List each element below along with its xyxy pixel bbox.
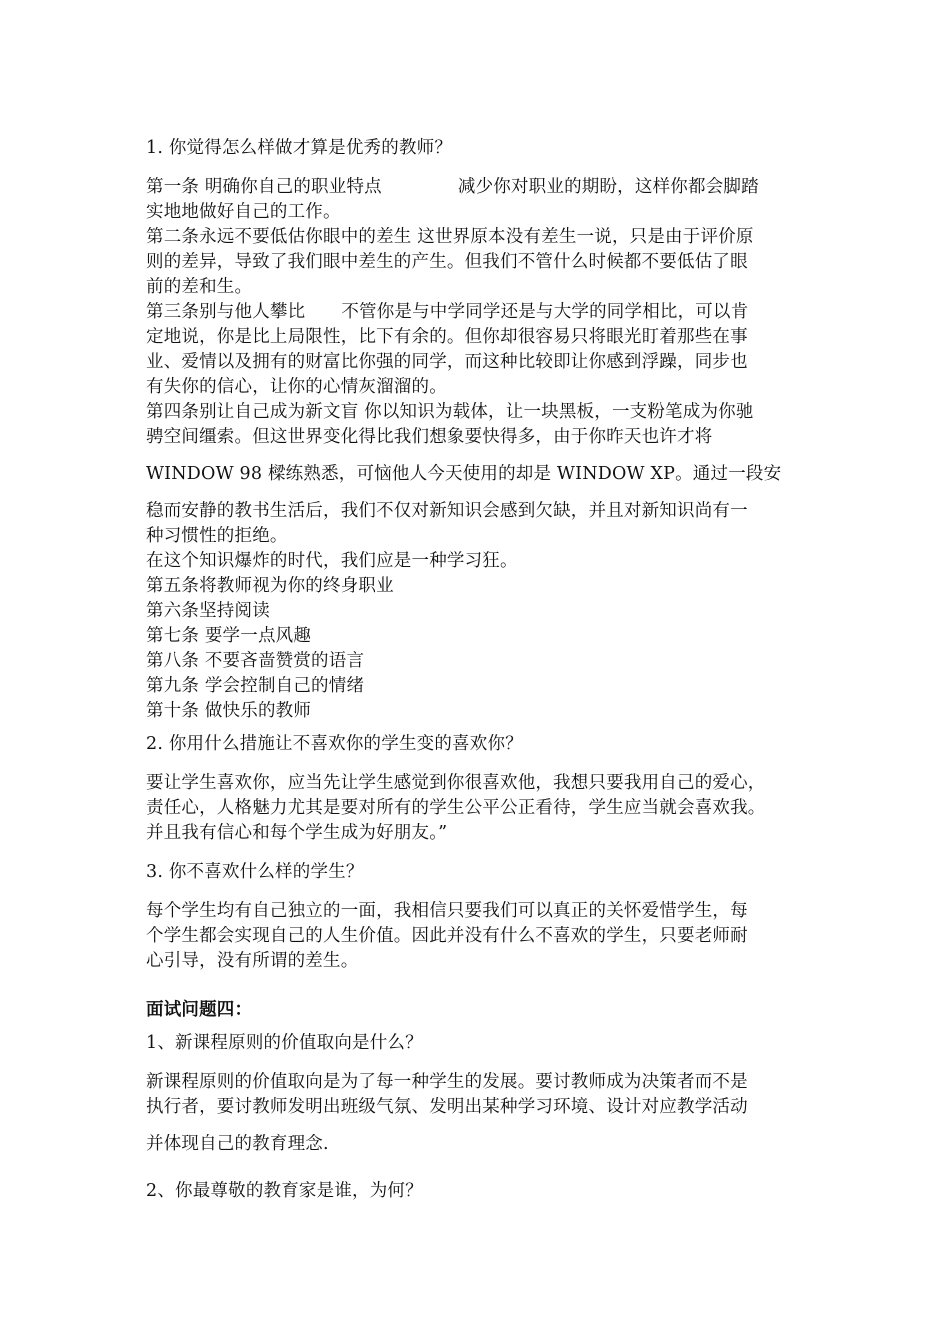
answer-1-line-3: 第二条永远不要低估你眼中的差生 这世界原本没有差生一说，只是由于评价原 <box>146 227 754 247</box>
section-4-heading: 面试问题四： <box>146 1000 253 1020</box>
rule-3-text: 不管你是与中学同学还是与大学的同学相比，可以肯 <box>341 302 749 322</box>
answer-1-line-19: 第八条 不要吝啬赞赏的语言 <box>146 651 365 671</box>
rule-3-title: 第三条别与他人攀比 <box>146 302 306 322</box>
answer-1-line-6 <box>146 300 826 325</box>
answer-1-line-4: 则的差异，导致了我们眼中差生的产生。但我们不管什么时候都不要低估了眼 <box>146 252 748 272</box>
answer-1-line-9: 有失你的信心，让你的心情灰溜溜的。 <box>146 377 447 397</box>
answer-2-line-1: 要让学生喜欢你，应当先让学生感觉到你很喜欢他，我想只要我用自己的爱心， <box>146 773 766 793</box>
answer-1-line-21: 第十条 做快乐的教师 <box>146 701 312 721</box>
answer-1 <box>146 175 826 724</box>
answer-3 <box>146 899 826 974</box>
answer-2-line-2: 责任心，人格魅力尤其是要对所有的学生公平公正看待，学生应当就会喜欢我。 <box>146 798 766 818</box>
answer-1-line-7: 定地说，你是比上局限性，比下有余的。但你却很容易只将眼光盯着那些在事 <box>146 327 748 347</box>
section-4-answer-1 <box>146 1070 826 1157</box>
answer-2 <box>146 771 826 846</box>
answer-1-line-2: 实地地做好自己的工作。 <box>146 202 341 222</box>
answer-1-line-17: 第六条坚持阅读 <box>146 601 270 621</box>
question-1: 1. 你觉得怎么样做才算是优秀的教师？ <box>146 138 453 158</box>
answer-1-line-16: 第五条将教师视为你的终身职业 <box>146 576 394 596</box>
question-2: 2. 你用什么措施让不喜欢你的学生变的喜欢你？ <box>146 734 523 754</box>
answer-1-line-5: 前的差和生。 <box>146 277 253 297</box>
answer-1-line-10: 第四条别让自己成为新文盲 你以知识为载体，让一块黑板，一支粉笔成为你驰 <box>146 402 754 422</box>
answer-3-line-1: 每个学生均有自己独立的一面，我相信只要我们可以真正的关怀爱惜学生，每 <box>146 901 748 921</box>
question-3: 3. 你不喜欢什么样的学生？ <box>146 862 364 882</box>
document-page <box>146 136 826 1204</box>
answer-1-line-18: 第七条 要学一点风趣 <box>146 626 312 646</box>
rule-1-text: 减少你对职业的期盼，这样你都会脚踏 <box>457 177 759 197</box>
answer-1-line-11: 骋空间缰索。但这世界变化得比我们想象要快得多，由于你昨天也许才将 <box>146 427 713 447</box>
section-4-question-1: 1、新课程原则的价值取向是什么？ <box>146 1033 423 1053</box>
answer-1-line-13: 稳而安静的教书生活后，我们不仅对新知识会感到欠缺，并且对新知识尚有一 <box>146 501 748 521</box>
rule-1-title: 第一条 明确你自己的职业特点 <box>146 177 382 197</box>
section-4-answer-1-line-1: 新课程原则的价值取向是为了每一种学生的发展。要讨教师成为决策者而不是 <box>146 1072 748 1092</box>
section-4-question-2: 2、你最尊敬的教育家是谁，为何？ <box>146 1181 423 1201</box>
answer-1-line-20: 第九条 学会控制自己的情绪 <box>146 676 365 696</box>
answer-1-line-14: 种习惯性的拒绝。 <box>146 526 288 546</box>
answer-2-line-3: 并且我有信心和每个学生成为好朋友。” <box>146 823 448 843</box>
answer-3-line-2: 个学生都会实现自己的人生价值。因此并没有什么不喜欢的学生，只要老师耐 <box>146 926 748 946</box>
answer-1-line-12: WINDOW 98 樑练熟悉，可恼他人今天使用的却是 WINDOW XP。通过一段安 <box>146 464 782 484</box>
section-4-answer-1-line-2: 执行者，要讨教师发明出班级气氛、发明出某种学习环境、设计对应教学活动 <box>146 1097 748 1117</box>
section-4-answer-1-line-3: 并体现自己的教育理念. <box>146 1134 329 1154</box>
answer-1-line-15: 在这个知识爆炸的时代，我们应是一种学习狂。 <box>146 551 518 571</box>
answer-3-line-3: 心引导，没有所谓的差生。 <box>146 951 359 971</box>
answer-1-line-8: 业、爱情以及拥有的财富比你强的同学，而这种比较即让你感到浮躁，同步也 <box>146 352 748 372</box>
answer-1-line-1 <box>146 175 826 200</box>
